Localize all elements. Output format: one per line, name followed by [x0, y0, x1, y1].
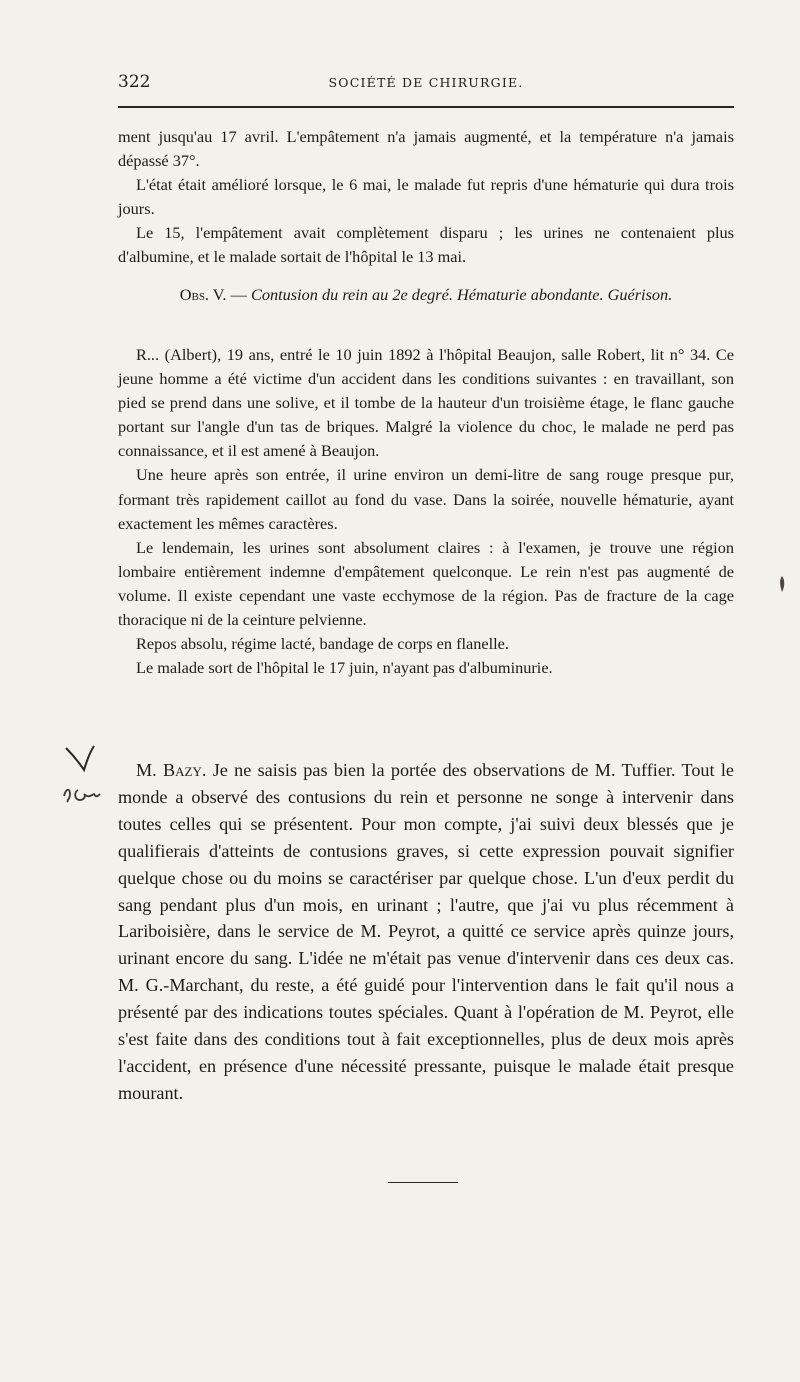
speaker-name: M. Bazy.	[136, 760, 207, 780]
running-title: SOCIÉTÉ DE CHIRURGIE.	[328, 75, 524, 90]
speech-text: Je ne saisis pas bien la portée des observations de M. Tuffier. Tout le monde a observé des contusions du rein et personne ne songe à intervenir dans toutes celles qui se présentent. Pour mon compte, j'ai suivi deux blessés que je qualifierais d'atteints de contusions graves, si cette expression pouvait signifier quelque chose ou du moins se caractériser par quelque chose. L'un d'eux perdit du sang pendant plus d'un mois, en urinant ; l'autre, que j'ai vu plus récemment à Lariboisière, dans le service de M. Peyrot, a quitté ce service après quinze jours, urinant encore du sang. L'idée ne m'était pas venue d'intervenir dans ces deux cas. M. G.-Marchant, du reste, a été guidé pour l'intervention dans le fait qu'il nous a présenté par des indications toutes spéciales. Quant à l'opération de M. Peyrot, elle s'est faite dans des conditions tout à fait exceptionnelles, plus de deux mois après l'accident, en présence d'une nécessité pressante, puisque le malade était presque mourant.	[118, 760, 734, 1103]
observation-body	[118, 343, 734, 680]
page-header	[118, 72, 734, 96]
paragraph: Le 15, l'empâtement avait complètement disparu ; les urines ne contenaient plus d'albumine, et le malade sortait de l'hôpital le 13 mai.	[118, 223, 734, 267]
paragraph: Repos absolu, régime lacté, bandage de corps en flanelle.	[136, 634, 509, 654]
paragraph: Le malade sort de l'hôpital le 17 juin, n'ayant pas d'albuminurie.	[136, 658, 553, 678]
paragraph: R... (Albert), 19 ans, entré le 10 juin 1892 à l'hôpital Beaujon, salle Robert, lit n° 34. Ce jeune homme a été victime d'un accident dans les conditions suivantes : en travaillant, son pied se prend dans une solive, et il tombe de la hauteur d'un troisième étage, le flanc gauche portant sur l'angle d'un tas de briques. Malgré la violence du choc, le malade ne perd pas connaissance, et il est amené à Beaujon.	[118, 345, 734, 461]
paragraph: Le lendemain, les urines sont absolument claires : à l'examen, je trouve une région lombaire entièrement indemne d'empâtement quelconque. Le rein n'est pas augmenté de volume. Il existe cependant une vaste ecchymose de la région. Pas de fracture de la cage thoracique ni de la ceinture pelvienne.	[118, 537, 734, 630]
observation-heading	[118, 283, 734, 307]
handwritten-marginal-note	[60, 782, 116, 806]
paragraph: ment jusqu'au 17 avril. L'empâtement n'a jamais augmenté, et la température n'a jamais dépassé 37°.	[118, 127, 734, 171]
continued-observation	[118, 125, 734, 270]
paragraph: L'état était amélioré lorsque, le 6 mai, le malade fut repris d'une hématurie qui dura trois jours.	[118, 175, 734, 219]
paragraph: Une heure après son entrée, il urine environ un demi-litre de sang rouge presque pur, formant très rapidement caillot au fond du vase. Dans la soirée, nouvelle hématurie, ayant exactement les mêmes caractères.	[118, 465, 734, 533]
speech-paragraph	[118, 757, 734, 1107]
bazy-remarks	[118, 757, 734, 1107]
header-rule	[118, 106, 734, 108]
obs-title: Contusion du rein au 2e degré. Hématurie abondante. Guérison.	[250, 285, 673, 304]
page-number: 322	[118, 72, 151, 92]
ink-blot	[776, 574, 788, 594]
end-rule	[388, 1182, 458, 1183]
handwritten-check-mark	[60, 742, 100, 778]
obs-label: Obs. V.	[179, 285, 227, 304]
obs-dash: —	[230, 285, 247, 304]
